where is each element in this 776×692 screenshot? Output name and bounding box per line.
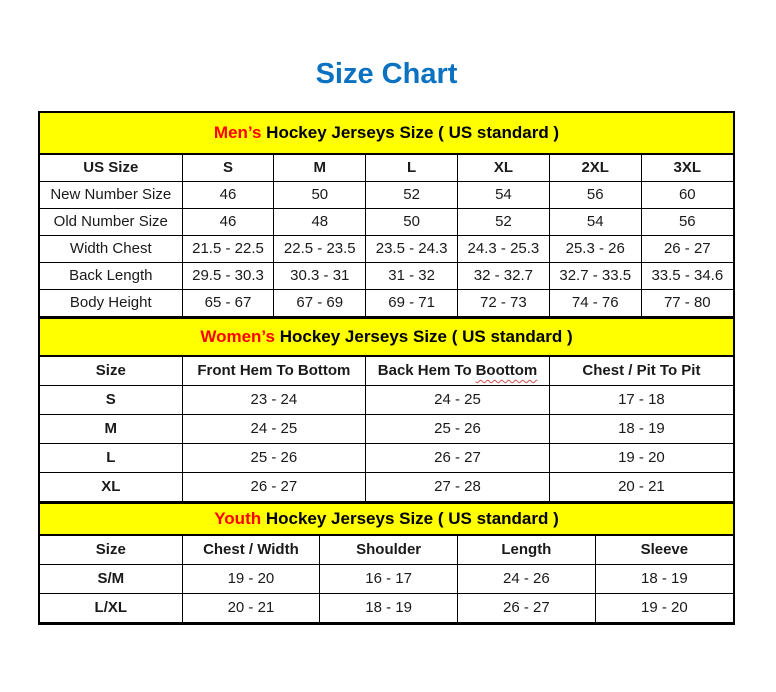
womens-col-header: Size	[40, 357, 182, 386]
mens-col-header: S	[182, 155, 274, 182]
womens-table-head	[40, 357, 733, 386]
table-row	[40, 263, 733, 290]
size-value: 74 - 76	[549, 290, 641, 317]
size-value: 24 - 25	[182, 415, 366, 444]
row-label: S	[40, 386, 182, 415]
size-value: 23 - 24	[182, 386, 366, 415]
row-label: Body Height	[40, 290, 182, 317]
table-row	[40, 565, 733, 594]
row-label: XL	[40, 473, 182, 502]
size-value: 31 - 32	[366, 263, 458, 290]
size-value: 24 - 26	[458, 565, 596, 594]
size-value: 69 - 71	[366, 290, 458, 317]
table-row	[40, 444, 733, 473]
womens-size-table	[40, 356, 733, 502]
youth-banner-accent: Youth	[214, 509, 262, 528]
size-value: 19 - 20	[549, 444, 733, 473]
mens-section-banner	[40, 113, 733, 154]
row-label: Width Chest	[40, 236, 182, 263]
womens-header-row	[40, 357, 733, 386]
size-value: 52	[458, 209, 550, 236]
size-value: 67 - 69	[274, 290, 366, 317]
size-value: 77 - 80	[641, 290, 733, 317]
womens-col-header	[366, 357, 550, 386]
mens-table-head	[40, 155, 733, 182]
youth-col-header: Size	[40, 536, 182, 565]
table-row	[40, 290, 733, 317]
youth-col-header: Shoulder	[320, 536, 458, 565]
youth-header-row	[40, 536, 733, 565]
page-title: Size Chart	[315, 58, 458, 90]
size-value: 23.5 - 24.3	[366, 236, 458, 263]
size-value: 65 - 67	[182, 290, 274, 317]
size-value: 50	[366, 209, 458, 236]
size-value: 27 - 28	[366, 473, 550, 502]
youth-size-table	[40, 535, 733, 623]
size-value: 25.3 - 26	[549, 236, 641, 263]
mens-banner-accent: Men’s	[213, 123, 262, 142]
womens-col-header: Front Hem To Bottom	[182, 357, 366, 386]
mens-col-header: M	[274, 155, 366, 182]
size-value: 33.5 - 34.6	[641, 263, 733, 290]
mens-table-body	[40, 182, 733, 317]
table-row	[40, 182, 733, 209]
size-value: 72 - 73	[458, 290, 550, 317]
size-value: 26 - 27	[458, 594, 596, 623]
size-value: 60	[641, 182, 733, 209]
size-value: 24.3 - 25.3	[458, 236, 550, 263]
table-row	[40, 415, 733, 444]
table-row	[40, 386, 733, 415]
youth-col-header: Length	[458, 536, 596, 565]
size-value: 19 - 20	[182, 565, 320, 594]
size-chart-container	[38, 111, 735, 625]
womens-banner-text: Hockey Jerseys Size ( US standard )	[274, 327, 573, 346]
size-value: 26 - 27	[182, 473, 366, 502]
size-value: 18 - 19	[595, 565, 733, 594]
size-value: 20 - 21	[182, 594, 320, 623]
size-value: 30.3 - 31	[274, 263, 366, 290]
size-value: 26 - 27	[641, 236, 733, 263]
mens-col-header: XL	[458, 155, 550, 182]
size-value: 22.5 - 23.5	[274, 236, 366, 263]
mens-header-row	[40, 155, 733, 182]
mens-banner-text: Hockey Jerseys Size ( US standard )	[261, 123, 560, 142]
size-value: 50	[274, 182, 366, 209]
womens-section-banner	[40, 317, 733, 356]
size-value: 46	[182, 182, 274, 209]
youth-banner-text: Hockey Jerseys Size ( US standard )	[261, 509, 559, 528]
size-value: 54	[549, 209, 641, 236]
size-value: 16 - 17	[320, 565, 458, 594]
womens-table-body	[40, 386, 733, 502]
row-label: Old Number Size	[40, 209, 182, 236]
size-value: 18 - 19	[320, 594, 458, 623]
table-row	[40, 594, 733, 623]
mens-col-header: 3XL	[641, 155, 733, 182]
size-value: 18 - 19	[549, 415, 733, 444]
size-value: 32.7 - 33.5	[549, 263, 641, 290]
womens-banner-accent: Women’s	[200, 327, 275, 346]
row-label: Back Length	[40, 263, 182, 290]
size-value: 32 - 32.7	[458, 263, 550, 290]
table-row	[40, 209, 733, 236]
size-value: 46	[182, 209, 274, 236]
row-label: L/XL	[40, 594, 182, 623]
mens-size-table	[40, 154, 733, 317]
size-value: 48	[274, 209, 366, 236]
size-value: 52	[366, 182, 458, 209]
size-value: 29.5 - 30.3	[182, 263, 274, 290]
size-value: 56	[641, 209, 733, 236]
size-value: 24 - 25	[366, 386, 550, 415]
size-value: 54	[458, 182, 550, 209]
size-value: 56	[549, 182, 641, 209]
youth-table-body	[40, 565, 733, 623]
womens-col-header: Chest / Pit To Pit	[549, 357, 733, 386]
youth-table-head	[40, 536, 733, 565]
youth-col-header: Sleeve	[595, 536, 733, 565]
row-label: L	[40, 444, 182, 473]
size-value: 19 - 20	[595, 594, 733, 623]
table-row	[40, 236, 733, 263]
size-value: 25 - 26	[182, 444, 366, 473]
mens-col-header: US Size	[40, 155, 182, 182]
size-value: 20 - 21	[549, 473, 733, 502]
size-value: 21.5 - 22.5	[182, 236, 274, 263]
womens-col-header-text: Back Hem To	[377, 362, 472, 379]
size-value: 17 - 18	[549, 386, 733, 415]
row-label: New Number Size	[40, 182, 182, 209]
row-label: M	[40, 415, 182, 444]
youth-col-header: Chest / Width	[182, 536, 320, 565]
youth-section-banner	[40, 502, 733, 535]
size-value: 25 - 26	[366, 415, 550, 444]
size-value: 26 - 27	[366, 444, 550, 473]
row-label: S/M	[40, 565, 182, 594]
mens-col-header: L	[366, 155, 458, 182]
size-chart-page	[38, 58, 735, 625]
table-row	[40, 473, 733, 502]
misspelled-word: Boottom	[475, 362, 538, 379]
mens-col-header: 2XL	[549, 155, 641, 182]
